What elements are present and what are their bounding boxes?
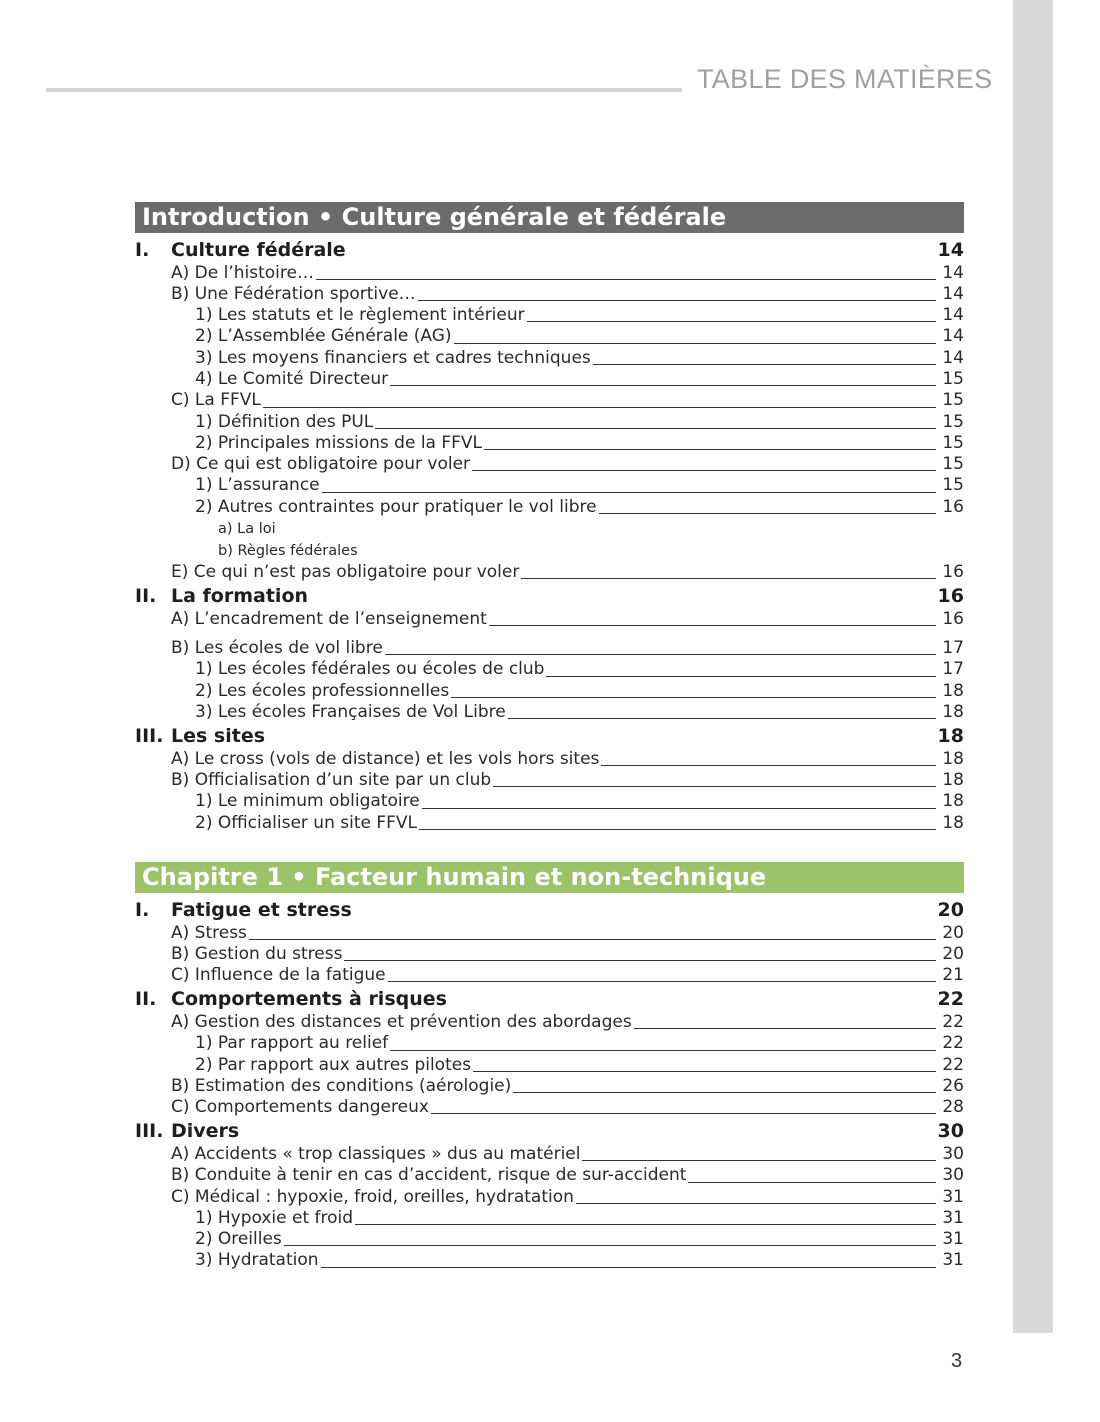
entry-page: 20 [942, 943, 964, 964]
entry-page: 18 [942, 791, 964, 812]
entry-page: 31 [942, 1250, 964, 1271]
entry-page: 18 [942, 680, 964, 701]
entry-page: 14 [942, 326, 964, 347]
toc-entry[interactable] [135, 1208, 964, 1229]
entry-page: 16 [942, 562, 964, 583]
part-banner-introduction: Introduction • Culture générale et fédérale [135, 202, 964, 233]
section-title: La formation [171, 585, 309, 608]
toc-entry[interactable] [135, 348, 964, 369]
toc-entry[interactable] [135, 263, 964, 284]
entry-title: 1) Par rapport au relief [195, 1033, 389, 1054]
section-page: 22 [937, 988, 964, 1011]
entry-title: 1) Les écoles fédérales ou écoles de club [195, 659, 545, 680]
entry-page: 31 [942, 1229, 964, 1250]
section-number: II. [135, 988, 157, 1011]
section-page: 14 [937, 239, 964, 261]
entry-title: 2) Les écoles professionnelles [195, 680, 450, 701]
entry-title: 2) L’Assemblée Générale (AG) [195, 326, 452, 347]
section-title: Culture fédérale [171, 239, 346, 261]
entry-page: 15 [942, 368, 964, 389]
toc-entry[interactable] [135, 681, 964, 702]
entry-page: 14 [942, 262, 964, 283]
toc-section[interactable] [135, 1120, 964, 1144]
entry-page: 17 [942, 638, 964, 659]
page-number: 3 [951, 1350, 963, 1372]
header-rule [46, 88, 682, 92]
entry-title: B) Les écoles de vol libre [171, 638, 383, 659]
entry-title: 1) L’assurance [195, 475, 320, 496]
toc-entry[interactable] [135, 433, 964, 454]
toc-entry[interactable] [135, 284, 964, 305]
entry-page: 15 [942, 454, 964, 475]
entry-page: 31 [942, 1207, 964, 1228]
entry-title: 3) Les écoles Françaises de Vol Libre [195, 702, 506, 723]
toc-entry[interactable] [135, 944, 964, 965]
toc-entry[interactable] [135, 1229, 964, 1250]
toc-entry[interactable] [135, 475, 964, 496]
toc-entry[interactable] [135, 770, 964, 791]
entry-title: B) Officialisation d’un site par un club [171, 770, 492, 791]
toc-entry[interactable] [135, 562, 964, 583]
entry-page: 22 [942, 1033, 964, 1054]
toc-entry[interactable] [135, 390, 964, 411]
toc-section[interactable] [135, 899, 964, 923]
entry-page: 14 [942, 305, 964, 326]
entry-title: a) La loi [218, 521, 276, 538]
entry-page: 30 [942, 1165, 964, 1186]
entry-page: 30 [942, 1143, 964, 1164]
entry-page: 15 [942, 432, 964, 453]
entry-page: 15 [942, 475, 964, 496]
entry-title: 2) Autres contraintes pour pratiquer le vol libre [195, 496, 597, 517]
entry-title: C) Influence de la fatigue [171, 965, 386, 986]
entry-page: 16 [942, 496, 964, 517]
section-number: I. [135, 899, 150, 922]
toc-subentry[interactable] [135, 540, 964, 562]
entry-title: B) Conduite à tenir en cas d’accident, risque de sur-accident [171, 1165, 687, 1186]
entry-page: 22 [942, 1054, 964, 1075]
toc-section[interactable] [135, 585, 964, 609]
entry-page: 18 [942, 748, 964, 769]
section-title: Divers [171, 1120, 240, 1143]
entry-page: 22 [942, 1011, 964, 1032]
entry-title: 1) Hypoxie et froid [195, 1207, 354, 1228]
toc-section[interactable] [135, 988, 964, 1012]
toc-entry[interactable] [135, 638, 964, 659]
entry-page: 15 [942, 390, 964, 411]
entry-page: 16 [942, 608, 964, 629]
entry-page: 15 [942, 411, 964, 432]
entry-title: 3) Hydratation [195, 1250, 319, 1271]
section-number: III. [135, 1120, 164, 1143]
toc-entry[interactable] [135, 1144, 964, 1165]
dot-leader [171, 939, 936, 940]
toc-entry[interactable] [135, 305, 964, 326]
entry-title: B) Gestion du stress [171, 943, 343, 964]
entry-page: 14 [942, 283, 964, 304]
toc-section[interactable] [135, 725, 964, 749]
entry-title: b) Règles fédérales [218, 543, 358, 560]
toc-entry[interactable] [135, 702, 964, 723]
entry-page: 14 [942, 347, 964, 368]
entry-title: 1) Définition des PUL [195, 411, 374, 432]
toc-entry[interactable] [135, 1055, 964, 1076]
section-page: 20 [937, 899, 964, 922]
toc-entry[interactable] [135, 791, 964, 812]
section-title: Comportements à risques [171, 988, 447, 1011]
entry-title: B) Estimation des conditions (aérologie) [171, 1075, 512, 1096]
section-title: Fatigue et stress [171, 899, 352, 922]
entry-page: 18 [942, 770, 964, 791]
entry-title: 2) Oreilles [195, 1229, 282, 1250]
entry-title: A) Stress [171, 922, 247, 943]
entry-title: A) Gestion des distances et prévention des abordages [171, 1011, 632, 1032]
toc-entry[interactable] [135, 965, 964, 986]
entry-page: 18 [942, 702, 964, 723]
toc-entry[interactable] [135, 1076, 964, 1097]
entry-title: C) Médical : hypoxie, froid, oreilles, hydratation [171, 1186, 574, 1207]
toc-entry[interactable] [135, 659, 964, 680]
section-number: III. [135, 725, 164, 748]
dot-leader [195, 1245, 936, 1246]
toc-subentry[interactable] [135, 518, 964, 540]
entry-title: 2) Par rapport aux autres pilotes [195, 1054, 472, 1075]
toc-entry[interactable] [135, 369, 964, 390]
page-header-title: TABLE DES MATIÈRES [697, 64, 993, 94]
toc-entry[interactable] [135, 326, 964, 347]
entry-title: C) Comportements dangereux [171, 1097, 429, 1118]
toc-entry[interactable] [135, 1165, 964, 1186]
section-title: Les sites [171, 725, 266, 748]
section-page: 16 [937, 585, 964, 608]
entry-title: A) De l’histoire… [171, 262, 314, 283]
side-margin-bar [1013, 0, 1053, 1333]
toc-entry[interactable] [135, 1097, 964, 1118]
section-number: II. [135, 585, 157, 608]
entry-title: 1) Les statuts et le règlement intérieur [195, 305, 525, 326]
toc-entry[interactable] [135, 412, 964, 433]
entry-title: 2) Officialiser un site FFVL [195, 812, 418, 833]
entry-title: A) Le cross (vols de distance) et les vols hors sites [171, 748, 600, 769]
entry-page: 31 [942, 1186, 964, 1207]
section-page: 18 [937, 725, 964, 748]
toc-entry[interactable] [135, 1033, 964, 1054]
entry-title: 4) Le Comité Directeur [195, 368, 389, 389]
section-number: I. [135, 239, 150, 261]
toc-entry[interactable] [135, 1250, 964, 1271]
entry-title: B) Une Fédération sportive… [171, 283, 416, 304]
toc-entry[interactable] [135, 609, 964, 630]
entry-title: 1) Le minimum obligatoire [195, 791, 420, 812]
entry-title: E) Ce qui n’est pas obligatoire pour voler [171, 562, 520, 583]
toc-entry[interactable] [135, 1012, 964, 1033]
toc-entry[interactable] [135, 497, 964, 518]
toc-entry[interactable] [135, 813, 964, 834]
toc-entry[interactable] [135, 749, 964, 770]
entry-page: 17 [942, 659, 964, 680]
entry-page: 21 [942, 965, 964, 986]
entry-title: C) La FFVL [171, 390, 261, 411]
entry-page: 18 [942, 812, 964, 833]
entry-title: 3) Les moyens financiers et cadres techniques [195, 347, 591, 368]
section-page: 30 [937, 1120, 964, 1143]
part-banner-chapitre-1: Chapitre 1 • Facteur humain et non-technique [135, 862, 964, 893]
toc-section[interactable] [135, 239, 964, 263]
entry-title: A) L’encadrement de l’enseignement [171, 608, 487, 629]
entry-title: D) Ce qui est obligatoire pour voler [171, 454, 471, 475]
entry-title: A) Accidents « trop classiques » dus au matériel [171, 1143, 581, 1164]
toc-entry[interactable] [135, 923, 964, 944]
toc-entry[interactable] [135, 1187, 964, 1208]
table-of-contents [135, 202, 964, 1272]
entry-title: 2) Principales missions de la FFVL [195, 432, 483, 453]
entry-page: 28 [942, 1097, 964, 1118]
entry-page: 26 [942, 1075, 964, 1096]
toc-entry[interactable] [135, 454, 964, 475]
entry-page: 20 [942, 922, 964, 943]
dot-leader [171, 407, 936, 408]
